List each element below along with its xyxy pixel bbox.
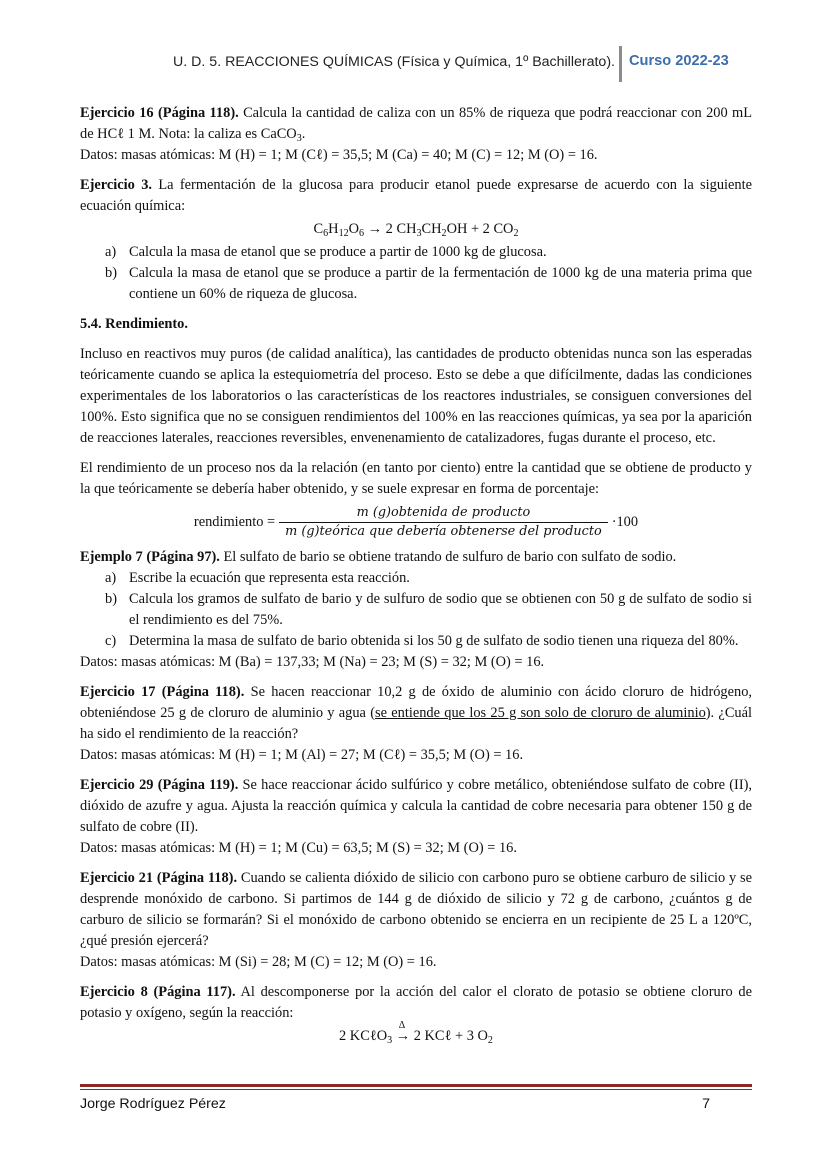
exercise-16	[80, 103, 752, 166]
exercise-21	[80, 868, 752, 973]
exercise-17-text: Se hacen reaccionar 10,2 g de óxido de aluminio con ácido cloruro de hidrógeno, obteniéndose 25 g de cloruro de aluminio y agua (	[80, 684, 753, 721]
list-item	[80, 631, 752, 652]
list-item	[80, 568, 752, 589]
header-separator	[619, 46, 622, 82]
exercise-8-title: Ejercicio 8 (Página 117).	[80, 984, 236, 1000]
exercise-16-title: Ejercicio 16 (Página 118).	[80, 105, 239, 121]
exercise-3-statement	[80, 175, 752, 217]
exercise-21-title: Ejercicio 21 (Página 118).	[80, 870, 238, 886]
exercise-8-text: Al descomponerse por la acción del calor el clorato de potasio se obtiene cloruro de potasio y oxígeno, según la reacción:	[80, 984, 752, 1021]
exercise-3-title: Ejercicio 3.	[80, 177, 152, 193]
exercise-17-statement	[80, 682, 752, 745]
exercise-21-data: Datos: masas atómicas: M (Si) = 28; M (C) = 12; M (O) = 16.	[80, 954, 437, 970]
exercise-3-text: La fermentación de la glucosa para producir etanol puede expresarse de acuerdo con la siguiente ecuación química:	[80, 177, 752, 214]
formula-numerator: m (g)obtenida de producto	[356, 505, 531, 520]
exercise-16-end: .	[301, 126, 306, 142]
exercise-17-text-end: ). ¿Cuál ha sido el rendimiento de la reacción?	[80, 705, 752, 742]
formula-fraction	[279, 504, 608, 541]
page-header	[80, 46, 752, 86]
footer-rule-thin	[80, 1089, 752, 1090]
exercise-17-underlined-note: se entiende que los 25 g son solo de cloruro de aluminio	[375, 705, 706, 721]
footer-author: Jorge Rodríguez Pérez	[80, 1096, 226, 1112]
example-7-items	[80, 568, 752, 652]
exercise-16-subscript: 3	[296, 133, 302, 145]
example-7-data: Datos: masas atómicas: M (Ba) = 137,33; M (Na) = 23; M (S) = 32; M (O) = 16.	[80, 654, 545, 670]
exercise-29	[80, 775, 752, 859]
exercise-21-statement	[80, 868, 752, 952]
glucose-fermentation-equation: $C_6H_{12}O_6 \to 2$ $CH_3CH_2OH + 2$ $CO_2$	[313, 221, 519, 240]
item-text: Escribe la ecuación que representa esta reacción.	[129, 570, 410, 586]
item-marker: c)	[105, 633, 117, 649]
exercise-16-text: Calcula la cantidad de caliza con un 85% de riqueza que podrá reaccionar con 200 mL de HCℓ 1 M. Nota: la caliza es CaCO	[80, 105, 752, 142]
yield-formula	[80, 504, 752, 541]
exercise-29-data: Datos: masas atómicas: M (H) = 1; M (Cu) = 63,5; M (S) = 32; M (O) = 16.	[80, 840, 517, 856]
example-7-title: Ejemplo 7 (Página 97).	[80, 549, 220, 565]
item-marker: a)	[105, 244, 117, 260]
exercise-21-text: Cuando se calienta dióxido de silicio con carbono puro se obtiene carburo de silicio y se desprende monóxido de carbono. Si partimos de 144 g de dióxido de silicio y 72 g de carbono, ¿cuántos g de carburo de silicio se formarán? Si el monóxido de carbono obtenido se encierra en un recipiente de 25 L a 120ºC, ¿qué presión ejercerá?	[80, 870, 753, 949]
item-text: Calcula los gramos de sulfato de bario y de sulfuro de sodio que se obtienen con 50 g de sulfato de sodio si el rendimiento es del 75%.	[129, 591, 752, 628]
item-text: Calcula la masa de etanol que se produce a partir de 1000 kg de glucosa.	[129, 244, 547, 260]
footer-rule-thick	[80, 1084, 752, 1087]
section-heading: 5.4. Rendimiento.	[80, 316, 188, 332]
formula-factor: ·100	[611, 514, 639, 530]
item-marker: b)	[105, 591, 117, 607]
header-title: U. D. 5. REACCIONES QUÍMICAS (Física y Química, 1º Bachillerato).	[173, 54, 615, 70]
section-paragraph-2: El rendimiento de un proceso nos da la relación (en tanto por ciento) entre la cantidad que se obtiene de producto y la que teóricamente se debería haber obtenido, y se suele expresar en forma de porcentaje:	[80, 460, 752, 497]
item-text: Determina la masa de sulfato de bario obtenida si los 50 g de sulfato de sodio tienen una riqueza del 80%.	[129, 633, 739, 649]
list-item	[80, 242, 752, 263]
exercise-17	[80, 682, 752, 766]
exercise-8-statement	[80, 982, 752, 1024]
exercise-8	[80, 982, 752, 1047]
item-marker: b)	[105, 265, 117, 281]
exercise-29-title: Ejercicio 29 (Página 119).	[80, 777, 239, 793]
item-marker: a)	[105, 570, 117, 586]
formula-lhs: rendimiento =	[193, 514, 276, 530]
exercise-3-items	[80, 242, 752, 305]
potassium-chlorate-equation: 2 KCℓO$_3$ → Δ 2 KCℓ + 3 $O_2$	[339, 1020, 493, 1047]
exercise-17-data: Datos: masas atómicas: M (H) = 1; M (Al) = 27; M (Cℓ) = 35,5; M (O) = 16.	[80, 747, 524, 763]
exercise-17-title: Ejercicio 17 (Página 118).	[80, 684, 245, 700]
exercise-3	[80, 175, 752, 305]
page-number: 7	[702, 1096, 710, 1112]
list-item	[80, 589, 752, 631]
page-content	[80, 103, 752, 1049]
header-course: Curso 2022-23	[629, 53, 729, 69]
exercise-16-data: Datos: masas atómicas: M (H) = 1; M (Cℓ) = 35,5; M (Ca) = 40; M (C) = 12; M (O) = 16.	[80, 147, 598, 163]
item-text: Calcula la masa de etanol que se produce a partir de la fermentación de 1000 kg de una materia prima que contiene un 60% de riqueza de glucosa.	[129, 265, 752, 302]
list-item	[80, 263, 752, 305]
example-7-statement	[80, 547, 752, 568]
section-paragraph-1: Incluso en reactivos muy puros (de calidad analítica), las cantidades de producto obtenidas nunca son las esperadas teóricamente cuando se aplica la estequiometría del proceso. Esto se debe a que difícilmente, dadas las condiciones experimentales de los laboratorios o las características de los reactores industriales, se consiguen conversiones del 100%. Esto significa que no se consiguen rendimientos del 100% en las reacciones químicas, ya sea por la aparición de reacciones laterales, reacciones reversibles, envenenamiento de catalizadores, fugas durante el proceso, etc.	[80, 346, 752, 446]
example-7-text: El sulfato de bario se obtiene tratando de sulfuro de bario con sulfato de sodio.	[219, 549, 677, 565]
exercise-16-statement	[80, 103, 752, 145]
formula-denominator: m (g)teórica que debería obtenerse del producto	[285, 524, 602, 539]
exercise-29-text: Se hace reaccionar ácido sulfúrico y cobre metálico, obteniéndose sulfato de cobre (II), dióxido de azufre y agua. Ajusta la reacción química y calcula la cantidad de cobre necesaria para obtener 150 g de sulfato de cobre (II).	[80, 777, 752, 835]
exercise-29-statement	[80, 775, 752, 838]
example-7	[80, 547, 752, 673]
